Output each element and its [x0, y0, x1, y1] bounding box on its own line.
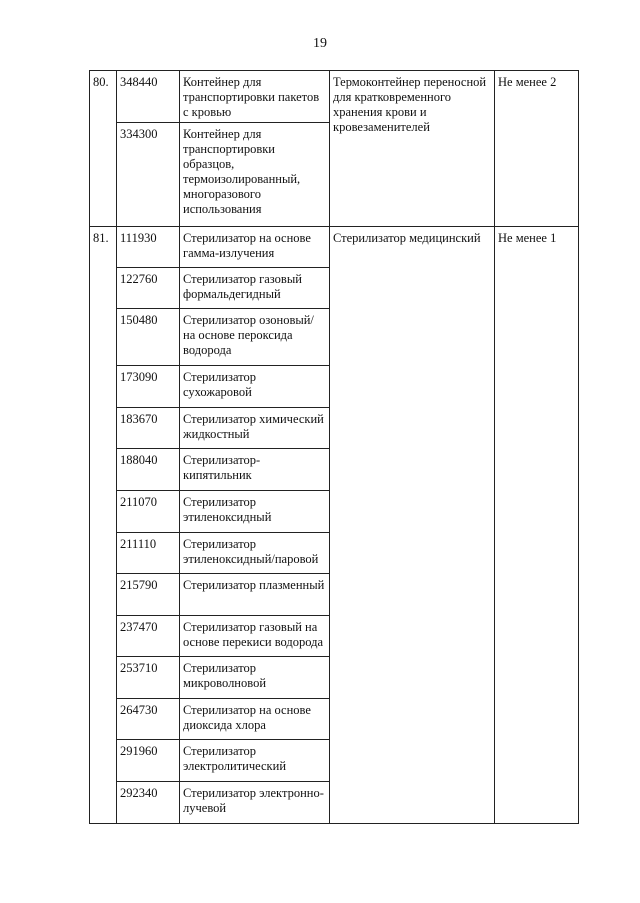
item-code: 150480: [117, 309, 180, 366]
item-code: 348440: [117, 71, 180, 123]
item-name: Стерилизатор газовый формальдегидный: [180, 268, 330, 309]
item-name: Стерилизатор химический жидкостный: [180, 408, 330, 449]
item-code: 183670: [117, 408, 180, 449]
type-name: Стерилизатор медицинский: [330, 227, 495, 824]
page-number: 19: [313, 36, 327, 51]
item-name: Стерилизатор-кипятильник: [180, 449, 330, 491]
item-code: 237470: [117, 616, 180, 657]
item-name: Контейнер для транспортировки пакетов с кровью: [180, 71, 330, 123]
item-name: Стерилизатор электронно-лучевой: [180, 782, 330, 824]
item-name: Стерилизатор сухожаровой: [180, 366, 330, 408]
item-name: Стерилизатор газовый на основе перекиси водорода: [180, 616, 330, 657]
item-code: 253710: [117, 657, 180, 699]
item-code: 111930: [117, 227, 180, 268]
item-code: 215790: [117, 574, 180, 616]
table-row: [90, 227, 579, 268]
item-code: 264730: [117, 699, 180, 740]
requirement: Не менее 2: [495, 71, 579, 227]
item-code: 211070: [117, 491, 180, 533]
item-code: 188040: [117, 449, 180, 491]
item-name: Контейнер для транспортировки образцов, термоизолированный, многоразового использования: [180, 123, 330, 227]
item-code: 122760: [117, 268, 180, 309]
item-code: 334300: [117, 123, 180, 227]
item-name: Стерилизатор на основе гамма-излучения: [180, 227, 330, 268]
item-code: 291960: [117, 740, 180, 782]
row-number: 81.: [90, 227, 117, 824]
table-row: [90, 71, 579, 123]
item-name: Стерилизатор озоновый/на основе пероксида водорода: [180, 309, 330, 366]
equipment-table: [89, 70, 579, 824]
item-code: 211110: [117, 533, 180, 574]
type-name: Термоконтейнер переносной для кратковременного хранения крови и кровезаменителей: [330, 71, 495, 227]
item-name: Стерилизатор этиленоксидный/паровой: [180, 533, 330, 574]
item-name: Стерилизатор на основе диоксида хлора: [180, 699, 330, 740]
item-name: Стерилизатор микроволновой: [180, 657, 330, 699]
requirement: Не менее 1: [495, 227, 579, 824]
item-name: Стерилизатор этиленоксидный: [180, 491, 330, 533]
item-code: 292340: [117, 782, 180, 824]
row-number: 80.: [90, 71, 117, 227]
item-name: Стерилизатор электролитический: [180, 740, 330, 782]
item-code: 173090: [117, 366, 180, 408]
item-name: Стерилизатор плазменный: [180, 574, 330, 616]
